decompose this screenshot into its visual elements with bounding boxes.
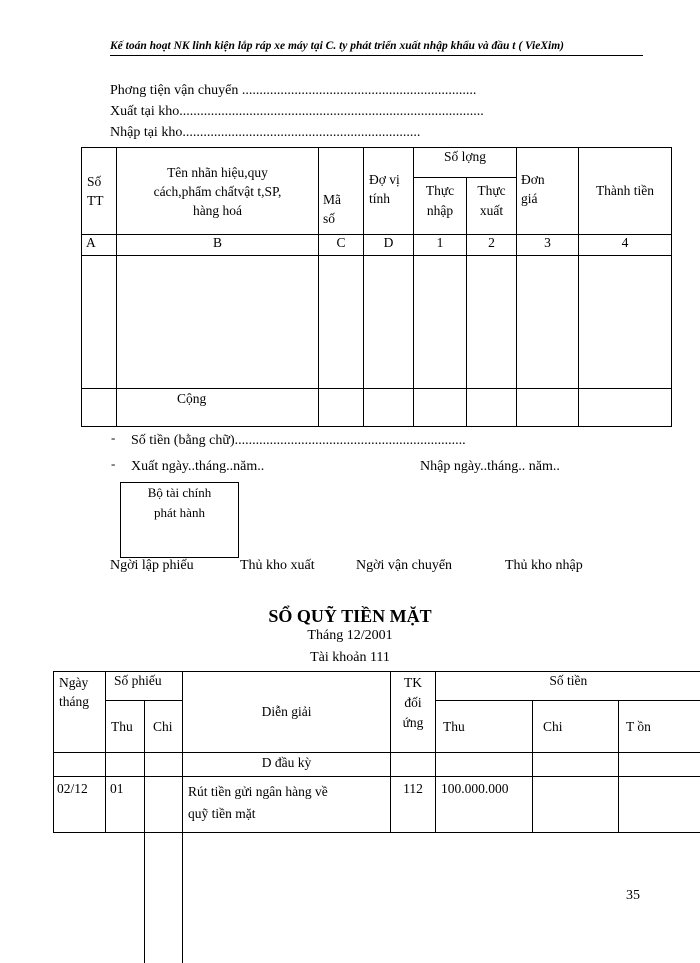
- cb-header-description: Diễn giải: [183, 672, 391, 753]
- header-qty-export: Thực xuất: [467, 178, 517, 235]
- cb-header-counter-account: TK đối ứng: [391, 672, 436, 753]
- page-number: 35: [626, 888, 640, 904]
- import-warehouse-line: Nhập tại kho....................................................................: [110, 125, 420, 141]
- letter-cell: 1: [414, 235, 467, 256]
- cb-row-amount-out: [533, 777, 619, 833]
- header-qty-import: Thực nhập: [414, 178, 467, 235]
- stamp-line-2: phát hành: [121, 503, 238, 523]
- signature-export-keeper: Thủ kho xuất: [240, 558, 315, 574]
- cashbook-title: SỔ QUỸ TIỀN MẶT: [0, 606, 700, 627]
- stamp-line-1: Bộ tài chính: [121, 483, 238, 503]
- cb-header-receipt: Thu: [106, 701, 145, 753]
- opening-balance-label: D đầu kỳ: [183, 753, 391, 777]
- cb-row-description: Rút tiền gửi ngân hàng về quỹ tiền mặt: [183, 777, 391, 833]
- cb-row-payment-no: [145, 777, 183, 833]
- header-price: Đơn giá: [517, 148, 579, 235]
- ministry-stamp-box: [120, 482, 239, 558]
- cb-header-payment: Chi: [145, 701, 183, 753]
- table-row: [54, 777, 700, 833]
- letter-cell: D: [364, 235, 414, 256]
- opening-balance-row: [54, 753, 700, 777]
- running-header: Kế toán hoạt NK linh kiện lắp ráp xe máy tại C. ty phát triển xuất nhập khẩu và đầu t ( VieXim): [110, 40, 564, 52]
- letter-cell: C: [319, 235, 364, 256]
- cb-row-receipt-no: 01: [106, 777, 145, 833]
- signature-creator: Ngời lập phiếu: [110, 558, 194, 574]
- cb-row-balance: [619, 777, 700, 833]
- transport-line: Phơng tiện vận chuyển ...................................................................: [110, 83, 476, 99]
- import-date: Nhập ngày..tháng.. năm..: [420, 459, 560, 475]
- cb-header-date: Ngày tháng: [54, 672, 106, 753]
- cb-header-amount-out: Chi: [533, 701, 619, 753]
- header-amount: Thành tiền: [579, 148, 672, 235]
- table-row: [82, 256, 672, 389]
- cb-header-amount-in: Thu: [436, 701, 533, 753]
- cb-header-amount: Số tiền: [436, 672, 700, 701]
- total-row: [82, 389, 672, 427]
- cb-row-date: 02/12: [54, 777, 106, 833]
- letter-cell: B: [117, 235, 319, 256]
- letter-cell: A: [82, 235, 117, 256]
- header-quantity: Số lợng: [414, 148, 517, 178]
- bullet-dash: -: [111, 430, 115, 446]
- header-unit: Đợ vị tính: [364, 148, 414, 235]
- total-label: Cộng: [117, 389, 319, 427]
- cashbook-month: Tháng 12/2001: [0, 628, 700, 644]
- export-date: Xuất ngày..tháng..năm..: [131, 459, 264, 475]
- letter-cell: 3: [517, 235, 579, 256]
- cb-header-balance: T ồn: [619, 701, 700, 753]
- amount-in-words-line: Số tiền (bằng chữ)..................................................................: [131, 433, 466, 449]
- table-row: [54, 833, 700, 963]
- cashbook-table: [53, 671, 700, 963]
- header-rule: [110, 55, 643, 56]
- cashbook-account: Tài khoản 111: [0, 650, 700, 666]
- goods-table: [81, 147, 672, 427]
- cb-header-voucher: Số phiếu: [106, 672, 183, 701]
- header-no: Số TT: [82, 148, 117, 235]
- header-name: Tên nhãn hiệu,quy cách,phẩm chấtvật t,SP, hàng hoá: [117, 148, 319, 235]
- letter-cell: 2: [467, 235, 517, 256]
- cb-row-amount-in: 100.000.000: [436, 777, 533, 833]
- cb-row-counter-account: 112: [391, 777, 436, 833]
- bullet-dash: -: [111, 456, 115, 472]
- letter-cell: 4: [579, 235, 672, 256]
- export-warehouse-line: Xuất tại kho.......................................................................................: [110, 104, 484, 120]
- header-code: Mã số: [319, 148, 364, 235]
- signature-transporter: Ngời vận chuyển: [356, 558, 452, 574]
- signature-import-keeper: Thủ kho nhập: [505, 558, 583, 574]
